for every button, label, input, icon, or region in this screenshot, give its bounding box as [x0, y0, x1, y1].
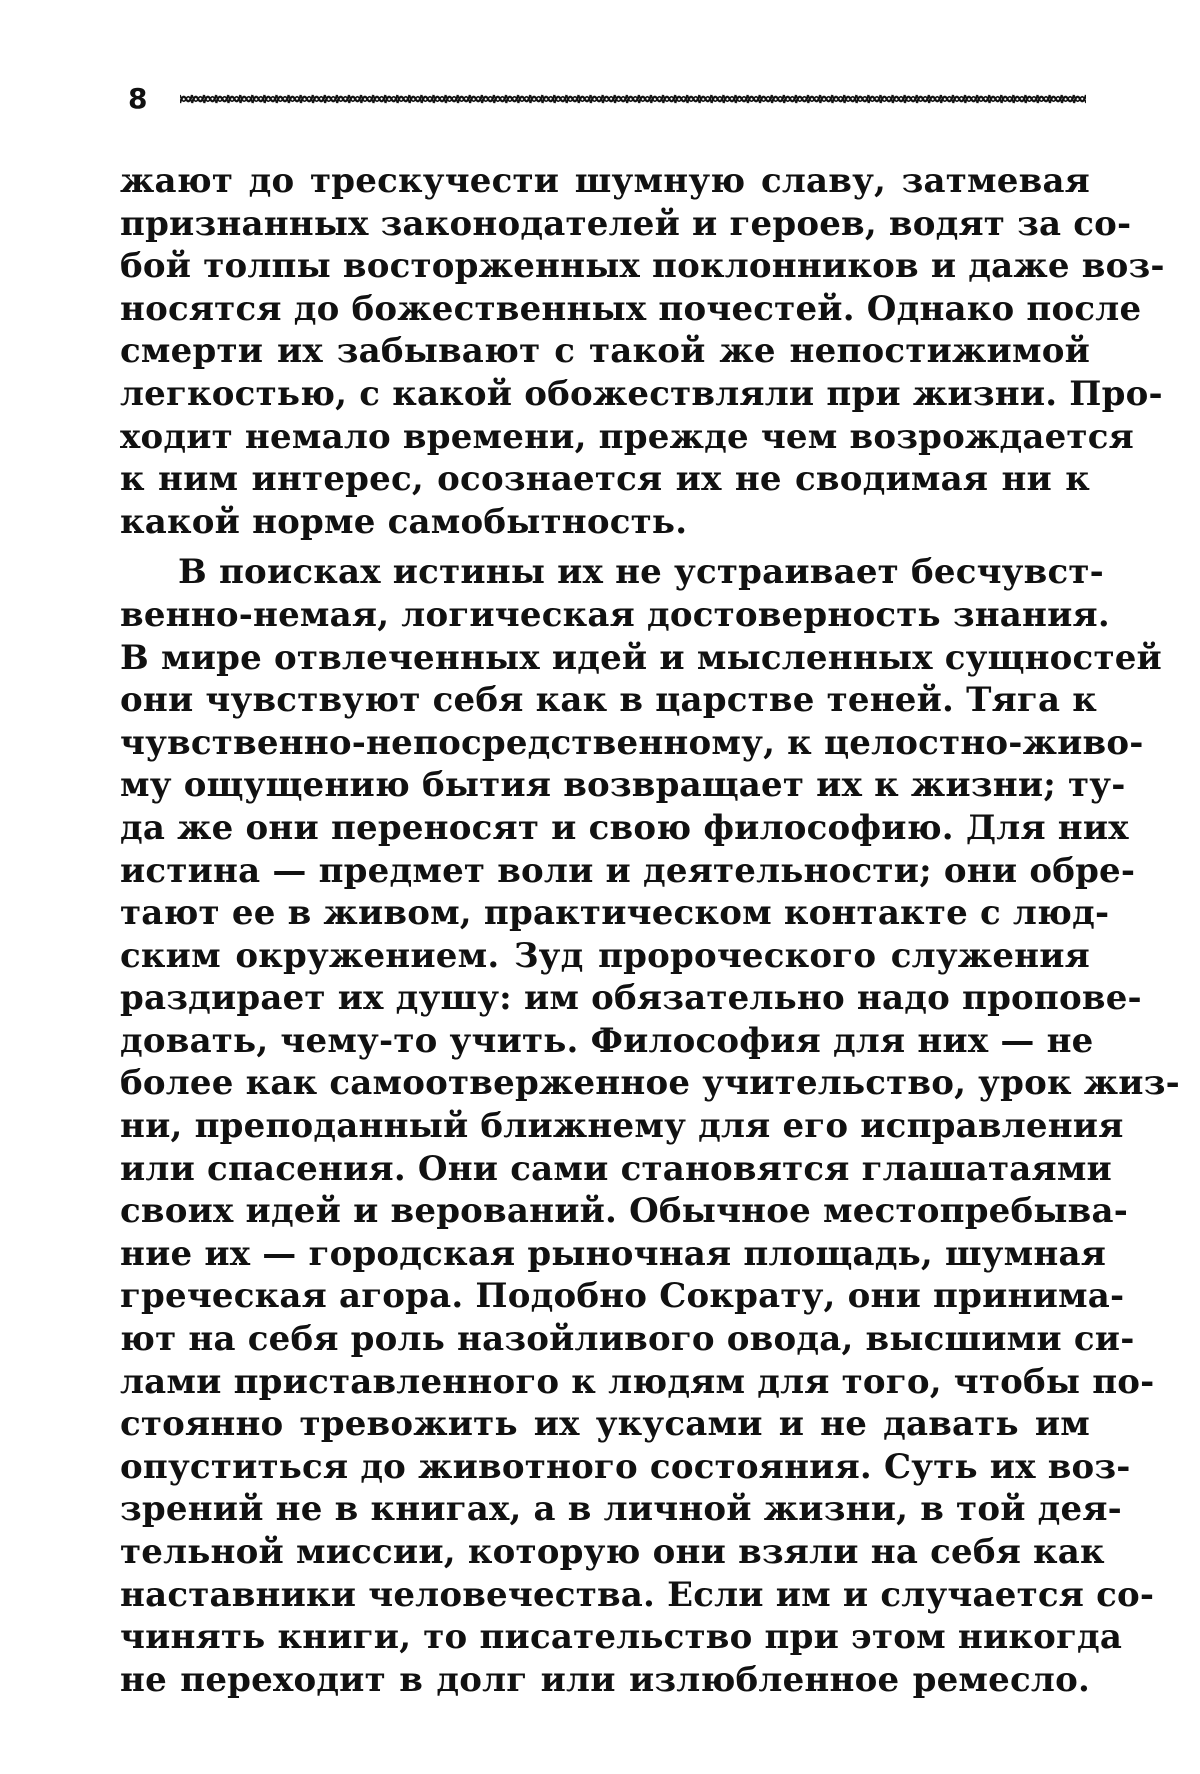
page-number: 8: [128, 82, 148, 115]
text-line: да же они переносят и свою философию. Для них: [120, 807, 1129, 848]
text-line: тельной миссии, которую они взяли на себя как: [120, 1532, 1105, 1572]
text-line: В поисках истины их не устраивает бесчувст-: [178, 552, 1104, 593]
text-line: истина — предмет воли и деятельности; они обре-: [120, 850, 1136, 891]
text-line: опуститься до животного состояния. Суть их воз-: [120, 1446, 1131, 1487]
text-line: В мире отвлеченных идей и мысленных сущностей: [120, 637, 1162, 678]
paragraph-1: [120, 160, 1165, 543]
text-line: смерти их забывают с такой же непостижимой: [120, 331, 1090, 372]
text-line: какой норме самобытность.: [120, 501, 688, 542]
text-line: греческая агора. Подобно Сократу, они принима-: [120, 1276, 1125, 1317]
body-text: [120, 160, 1180, 1709]
text-line: раздирает их душу: им обязательно надо пропове-: [120, 978, 1142, 1019]
text-line: чинять книги, то писательство при этом никогда: [120, 1617, 1123, 1658]
text-line: ходит немало времени, прежде чем возрождается: [120, 416, 1134, 457]
text-line: наставники человечества. Если им и случается со-: [120, 1574, 1155, 1615]
text-line: признанных законодателей и героев, водят за со-: [120, 203, 1132, 244]
text-line: бой толпы восторженных поклонников и даже воз-: [120, 246, 1165, 287]
text-line: легкостью, с какой обожествляли при жизни. Про-: [120, 373, 1163, 414]
text-line: они чувствуют себя как в царстве теней. Тяга к: [120, 680, 1097, 721]
text-line: лами приставленного к людям для того, чтобы по-: [120, 1361, 1155, 1402]
header-ornament-rule: [180, 89, 1086, 109]
text-line: ние их — городская рыночная площадь, шумная: [120, 1233, 1107, 1274]
text-line: тают ее в живом, практическом контакте с люд-: [120, 893, 1110, 934]
text-line: к ним интерес, осознается их не сводимая ни к: [120, 459, 1090, 500]
text-line: жают до трескучести шумную славу, затмевая: [120, 161, 1090, 201]
text-line: ют на себя роль назойливого овода, высшими си-: [120, 1319, 1135, 1360]
wavy-ornament-graphic: [180, 89, 1086, 109]
text-line: не переходит в долг или излюбленное ремесло.: [120, 1659, 1090, 1700]
page-header: [128, 82, 1086, 116]
text-line: более как самоотверженное учительство, урок жиз-: [120, 1063, 1180, 1104]
text-line: стоянно тревожить их укусами и не давать им: [120, 1404, 1090, 1445]
text-line: ским окружением. Зуд пророческого служения: [120, 935, 1090, 976]
text-line: своих идей и верований. Обычное местопребыва-: [120, 1191, 1129, 1232]
text-line: довать, чему-то учить. Философия для них — не: [120, 1020, 1094, 1061]
text-line: чувственно-непосредственному, к целостно-живо-: [120, 722, 1144, 763]
paragraph-2: [120, 551, 1180, 1701]
text-line: носятся до божественных почестей. Однако после: [120, 288, 1142, 329]
text-line: ни, преподанный ближнему для его исправления: [120, 1106, 1124, 1147]
text-line: или спасения. Они сами становятся глашатаями: [120, 1148, 1112, 1189]
text-line: му ощущению бытия возвращает их к жизни; ту-: [120, 765, 1126, 806]
text-line: зрений не в книгах, а в личной жизни, в той дея-: [120, 1489, 1122, 1530]
text-line: венно-немая, логическая достоверность знания.: [120, 594, 1110, 635]
